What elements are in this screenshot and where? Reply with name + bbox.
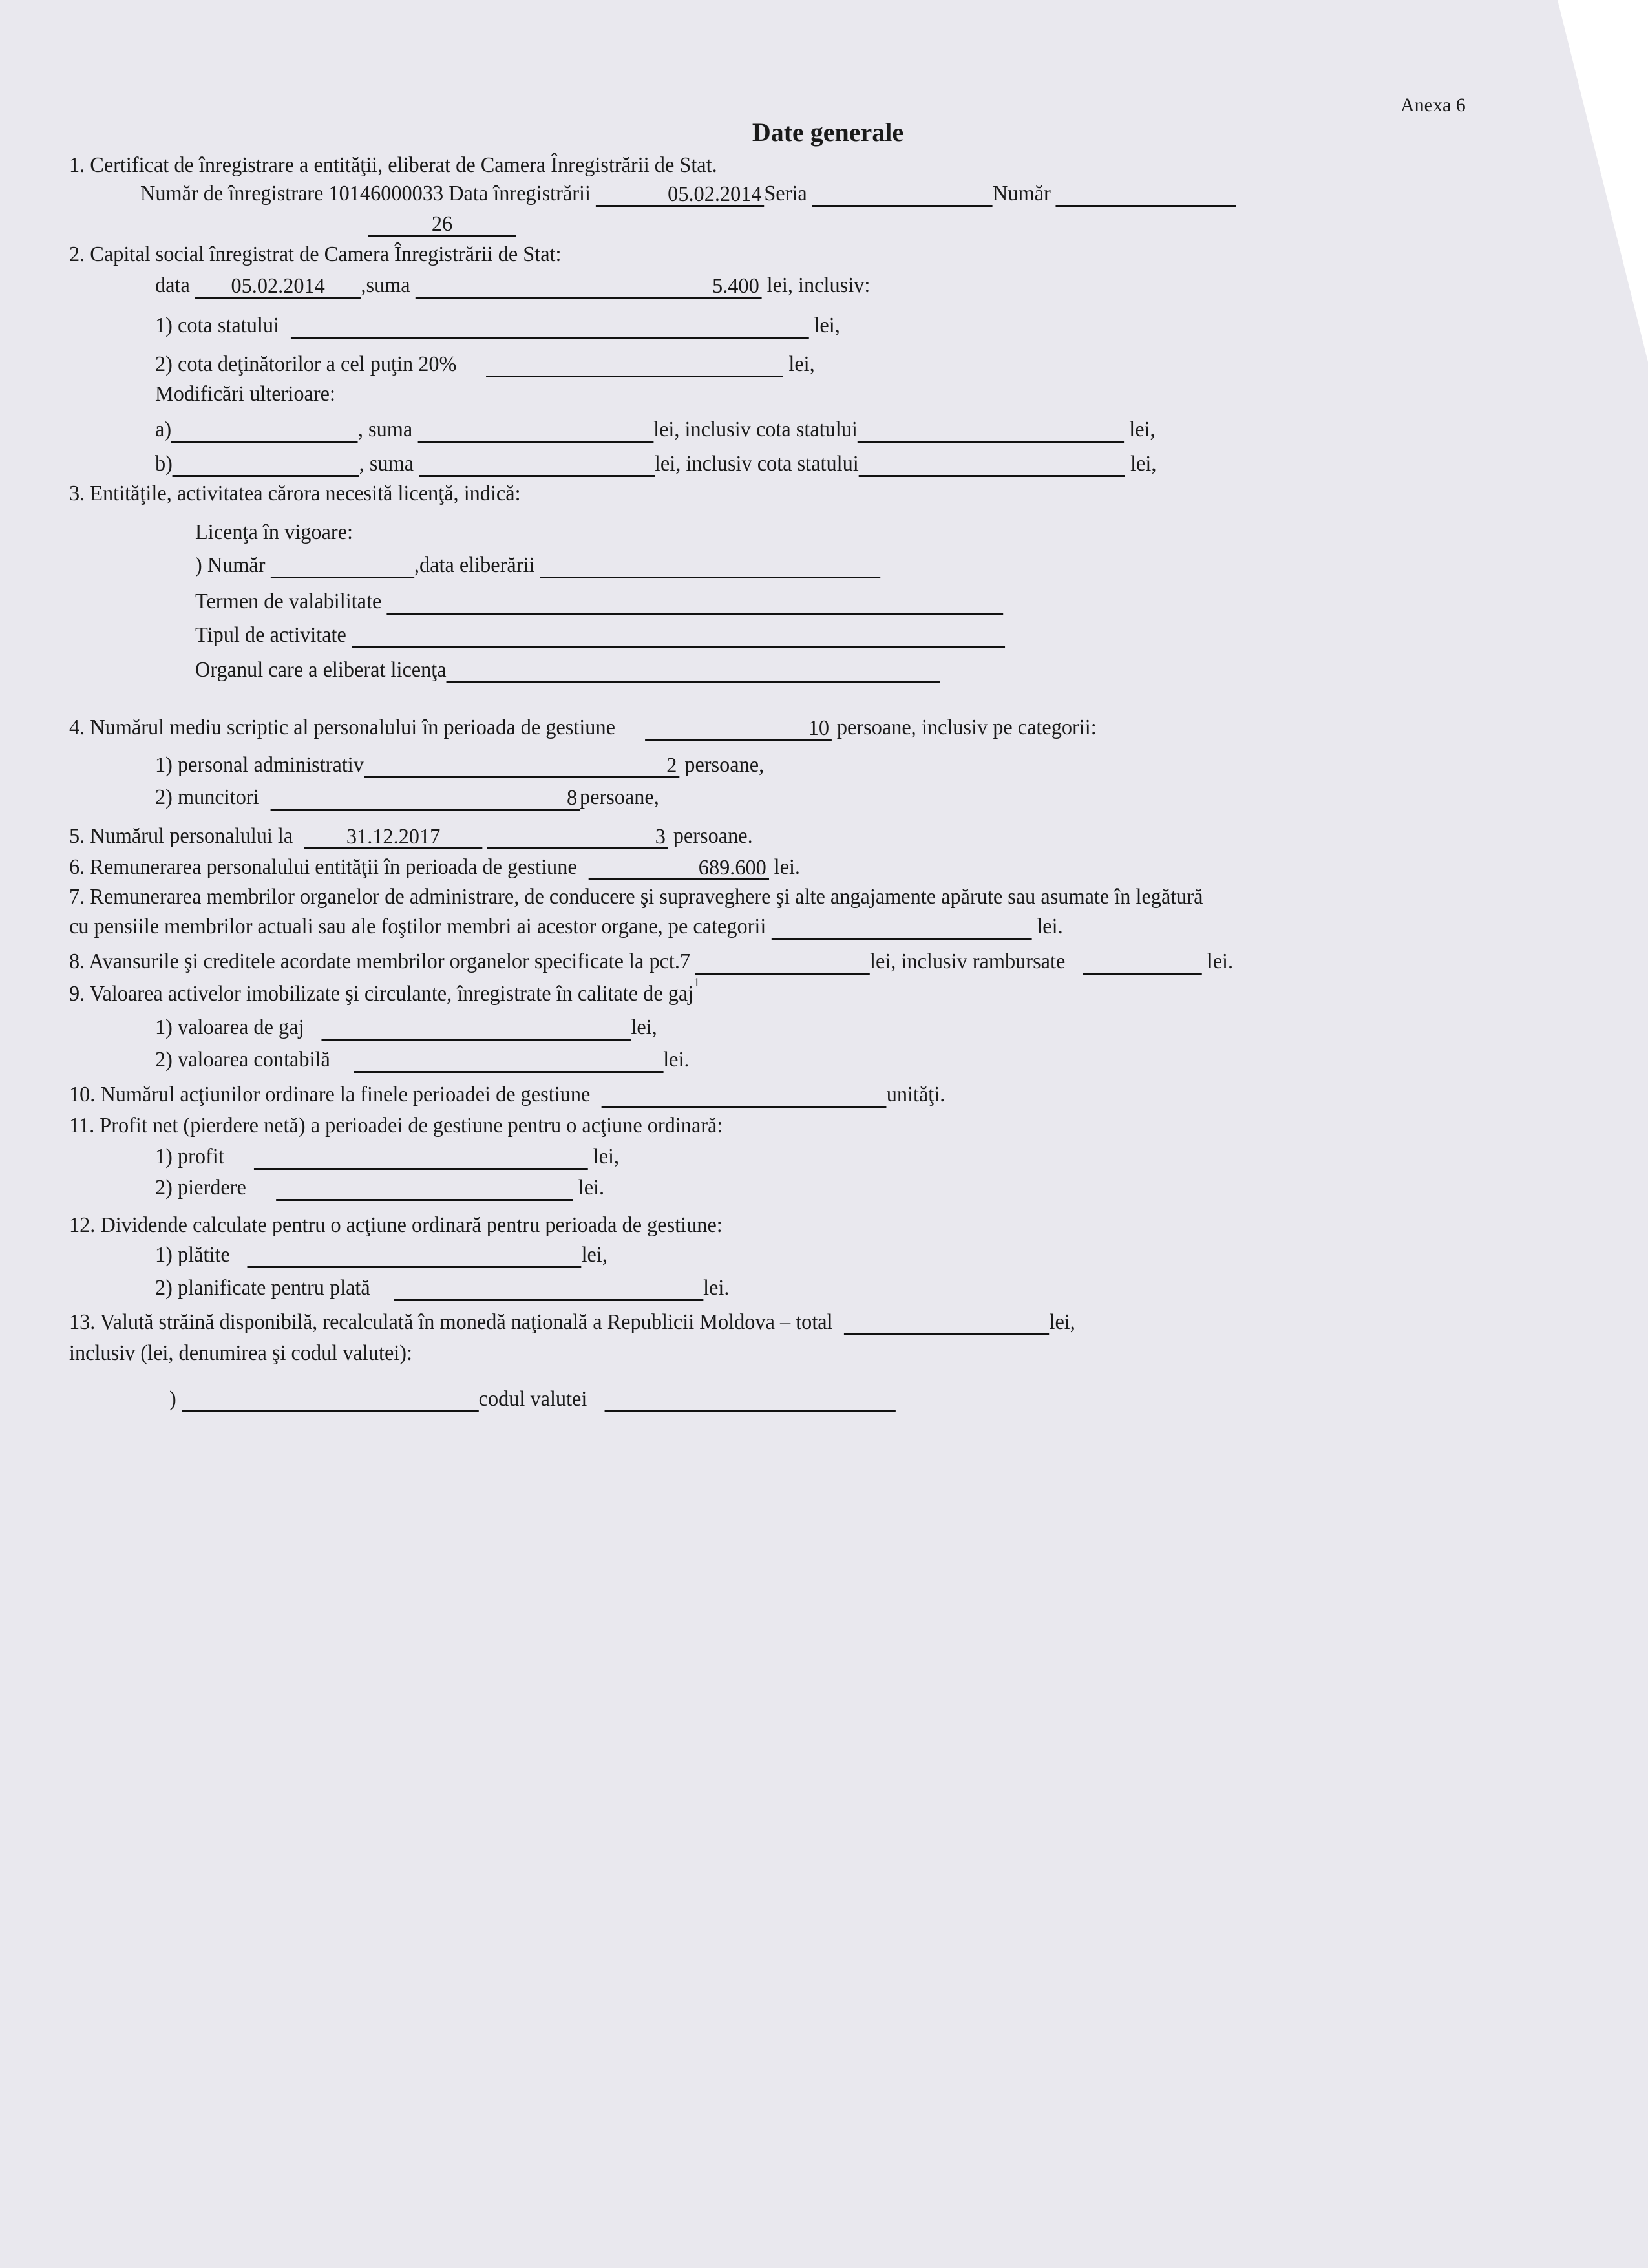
gaj-row <box>155 1015 657 1041</box>
inclusiv-label: lei, inclusiv: <box>766 273 871 297</box>
persoane-label: persoane, <box>684 753 765 777</box>
section-7-field <box>771 917 1031 940</box>
section-10-heading: 10. Numărul acţiunilor ordinare la finele perioadei de gestiune <box>69 1083 591 1107</box>
lei-label: lei, <box>1129 418 1156 441</box>
avansuri-field <box>695 951 870 975</box>
lei-label: lei, <box>631 1015 657 1039</box>
section-7-line1: 7. Remunerarea membrilor organelor de administrare, de conducere şi supraveghere şi alte angajamente apărute sau asumate în legătură <box>69 885 1203 909</box>
section-5-heading: 5. Numărul personalului la <box>69 824 293 848</box>
persoane-categorii-label: persoane, inclusiv pe categorii: <box>836 715 1097 739</box>
termen-field <box>386 591 1003 615</box>
persoane-label: persoane, <box>579 785 659 809</box>
rambursate-label: lei, inclusiv rambursate <box>870 949 1066 973</box>
valuta-total-field <box>844 1312 1049 1335</box>
contabila-row <box>155 1047 690 1073</box>
section-6-heading: 6. Remunerarea personalului entităţii în perioada de gestiune <box>69 855 577 879</box>
licenta-numar-row <box>195 553 880 578</box>
tipul-label: Tipul de activitate <box>195 623 346 647</box>
section-7-row <box>69 914 1063 940</box>
unitati-label: unităţi. <box>886 1083 945 1107</box>
planificate-field <box>394 1278 703 1301</box>
seria-field <box>812 184 993 207</box>
organul-row <box>195 657 940 683</box>
section-4-row <box>69 715 1097 741</box>
cota-detinatori-row <box>155 352 815 377</box>
gaj-label: 1) valoarea de gaj <box>155 1015 304 1039</box>
lei-label: lei, <box>814 313 840 337</box>
lei-label: lei. <box>1207 949 1234 973</box>
lei-label: lei, <box>593 1145 620 1169</box>
cota-detinatori-field <box>486 354 783 377</box>
lei-label: lei. <box>703 1276 730 1300</box>
capital-row <box>155 273 870 299</box>
organul-field <box>447 660 940 683</box>
tipul-row <box>195 622 1005 648</box>
lei-label: lei. <box>774 855 801 879</box>
annex-label: Anexa 6 <box>1400 94 1466 116</box>
valuta-row <box>169 1386 896 1412</box>
muncitori-label: 2) muncitori <box>155 785 259 809</box>
suma-label: ,suma <box>361 273 410 297</box>
platite-row <box>155 1242 607 1268</box>
organul-label: Organul care a eliberat licenţa <box>195 658 447 682</box>
capital-sum-field: 5.400 <box>416 275 762 299</box>
actiuni-field <box>602 1085 887 1108</box>
profit-field <box>254 1147 588 1170</box>
muncitori-row <box>155 785 659 811</box>
persoane-label: persoane. <box>673 824 753 848</box>
item-b-field <box>173 454 359 477</box>
section-1-fields <box>140 181 1236 207</box>
suma-label: , suma <box>359 452 414 476</box>
platite-field <box>248 1245 582 1268</box>
numar-field <box>1056 184 1236 207</box>
lei-label: lei, <box>1130 452 1157 476</box>
seria-label: Seria <box>764 182 807 206</box>
rambursate-field <box>1083 951 1201 975</box>
data-label: data <box>155 273 190 297</box>
gaj-field <box>322 1017 631 1041</box>
cota-statului-field <box>291 315 809 339</box>
reg-date-field: 05.02.2014 <box>596 184 764 207</box>
reg-date-label: Data înregistrării <box>449 182 591 206</box>
suma-label: , suma <box>357 418 413 441</box>
licenta-numar-label: ) Număr <box>195 553 266 577</box>
item-b-row <box>155 451 1156 477</box>
item-b-label: b) <box>155 452 173 476</box>
admin-label: 1) personal administrativ <box>155 753 364 777</box>
licenta-numar-field <box>271 555 414 578</box>
personal-count-field: 3 <box>487 826 668 849</box>
lei-label: lei, <box>581 1243 607 1267</box>
lei-label: lei, <box>788 352 815 376</box>
section-10-row <box>69 1082 945 1108</box>
item-a-label: a) <box>155 418 172 441</box>
section-13-heading: 13. Valută străină disponibilă, recalculată în monedă naţională a Republicii Moldova – total <box>69 1310 833 1334</box>
lei-label: lei. <box>578 1176 605 1200</box>
codul-valutei-label: codul valutei <box>478 1387 587 1411</box>
item-a-field <box>171 419 358 443</box>
planificate-row <box>155 1275 729 1301</box>
section-9-row <box>69 975 700 1007</box>
data-eliberarii-field <box>540 555 880 578</box>
section-11-heading: 11. Profit net (pierdere netă) a perioadei de gestiune pentru o acţiune ordinară: <box>69 1114 723 1138</box>
cota-detinatori-label: 2) cota deţinătorilor a cel puţin 20% <box>155 352 457 376</box>
section-5-row <box>69 823 753 849</box>
section-7-line2: cu pensiile membrilor actuali sau ale foştilor membri ai acestor organe, pe categorii <box>69 915 766 938</box>
section-13-row <box>69 1309 1075 1335</box>
reg-no-value: 10146000033 <box>328 182 444 206</box>
termen-row <box>195 589 1003 615</box>
remunerare-field: 689.600 <box>588 857 768 880</box>
section-3-heading: 3. Entităţile, activitatea cărora necesită licenţă, indică: <box>69 482 521 505</box>
personal-total-field: 10 <box>645 717 832 741</box>
item-b-sum <box>419 454 655 477</box>
paren-label: ) <box>169 1387 176 1411</box>
item-a-row <box>155 417 1156 443</box>
termen-label: Termen de valabilitate <box>195 589 382 613</box>
section-2-heading: 2. Capital social înregistrat de Camera Înregistrării de Stat: <box>69 242 562 266</box>
planificate-label: 2) planificate pentru plată <box>155 1276 370 1300</box>
section-8-heading: 8. Avansurile şi creditele acordate membrilor organelor specificate la pct.7 <box>69 949 691 973</box>
section-1-heading: 1. Certificat de înregistrare a entităţii, eliberat de Camera Înregistrării de Stat. <box>69 153 717 177</box>
lei-label: lei. <box>663 1048 690 1072</box>
pierdere-row <box>155 1175 604 1201</box>
page-title: Date generale <box>752 118 904 147</box>
extra-number-row <box>368 211 516 237</box>
extra-number-field: 26 <box>368 213 516 237</box>
admin-field: 2 <box>364 755 679 778</box>
section-8-row <box>69 949 1233 975</box>
section-6-row <box>69 854 800 880</box>
pierdere-label: 2) pierdere <box>155 1176 246 1200</box>
tipul-field <box>352 625 1005 648</box>
capital-date-field: 05.02.2014 <box>195 275 361 299</box>
contabila-label: 2) valoarea contabilă <box>155 1048 330 1072</box>
profit-row <box>155 1144 619 1170</box>
profit-label: 1) profit <box>155 1145 224 1169</box>
item-b-cota <box>859 454 1125 477</box>
item-a-cota <box>858 419 1124 443</box>
muncitori-field: 8 <box>270 787 580 811</box>
cota-statului-label: 1) cota statului <box>155 313 279 337</box>
cota-statului-row <box>155 313 840 339</box>
section-13-line2: inclusiv (lei, denumirea şi codul valutei): <box>69 1341 413 1365</box>
pierdere-field <box>276 1178 573 1201</box>
incl-cota-label: lei, inclusiv cota statului <box>654 452 859 476</box>
footnote-marker: 1 <box>693 975 700 990</box>
platite-label: 1) plătite <box>155 1243 230 1267</box>
incl-cota-label: lei, inclusiv cota statului <box>653 418 858 441</box>
personal-date-field: 31.12.2017 <box>304 826 483 849</box>
section-9-heading: 9. Valoarea activelor imobilizate şi circulante, înregistrate în calitate de gaj <box>69 982 694 1006</box>
valuta-field <box>182 1389 479 1412</box>
codul-valutei-field <box>604 1389 895 1412</box>
data-eliberarii-label: ,data eliberării <box>414 553 535 577</box>
licenta-label: Licenţa în vigoare: <box>195 520 353 544</box>
lei-label: lei, <box>1049 1310 1075 1334</box>
admin-row <box>155 752 764 778</box>
folded-corner <box>1558 0 1648 362</box>
numar-label: Număr <box>993 182 1051 206</box>
contabila-field <box>354 1050 663 1073</box>
item-a-sum <box>417 419 653 443</box>
modificari-label: Modificări ulterioare: <box>155 382 335 406</box>
section-12-heading: 12. Dividende calculate pentru o acţiune ordinară pentru perioada de gestiune: <box>69 1213 723 1237</box>
lei-label: lei. <box>1037 915 1063 938</box>
section-4-heading: 4. Numărul mediu scriptic al personalului în perioada de gestiune <box>69 715 615 739</box>
reg-no-label: Număr de înregistrare <box>140 182 324 206</box>
